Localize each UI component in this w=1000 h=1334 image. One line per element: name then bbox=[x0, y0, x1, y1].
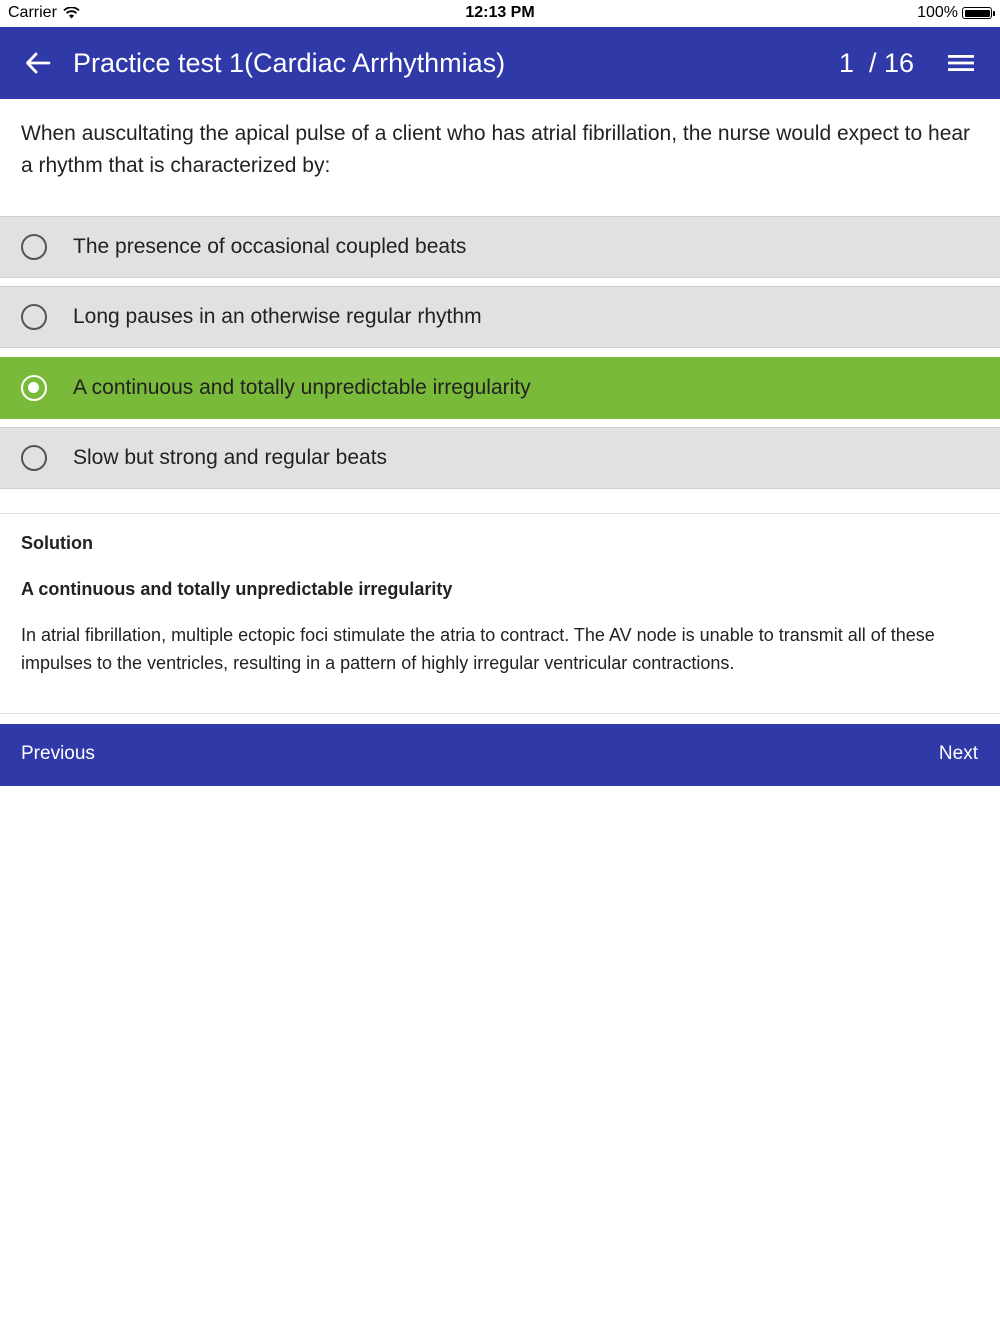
solution-answer: A continuous and totally unpredictable irregularity bbox=[21, 579, 453, 599]
radio-button-selected[interactable] bbox=[21, 375, 47, 401]
app-header bbox=[0, 27, 1000, 99]
arrow-left-icon bbox=[25, 52, 51, 74]
hamburger-menu-icon bbox=[948, 53, 974, 73]
battery-percentage: 100% bbox=[917, 4, 958, 21]
option-label: The presence of occasional coupled beats bbox=[73, 235, 467, 258]
answer-option[interactable] bbox=[0, 286, 1000, 348]
navigation-bar bbox=[0, 724, 1000, 786]
option-label: Slow but strong and regular beats bbox=[73, 446, 388, 469]
back-button[interactable] bbox=[20, 45, 56, 81]
carrier-label: Carrier bbox=[8, 4, 57, 21]
radio-button[interactable] bbox=[21, 234, 47, 260]
question-counter: 1 / 16 bbox=[838, 48, 914, 78]
question-text: When auscultating the apical pulse of a client who has atrial fibrillation, the nurse would expect to hear a rhythm that is characterized by: bbox=[21, 122, 971, 177]
answer-option-selected[interactable] bbox=[0, 357, 1000, 419]
option-label: Long pauses in an otherwise regular rhythm bbox=[73, 305, 482, 328]
divider bbox=[0, 513, 1000, 514]
answer-option[interactable] bbox=[0, 427, 1000, 489]
status-bar bbox=[0, 0, 1000, 27]
next-button[interactable]: Next bbox=[938, 743, 978, 764]
radio-button[interactable] bbox=[21, 445, 47, 471]
solution-heading: Solution bbox=[21, 533, 93, 553]
battery-info bbox=[917, 4, 992, 22]
answer-option[interactable] bbox=[0, 216, 1000, 278]
radio-dot-icon bbox=[28, 382, 39, 393]
page-title: Practice test 1(Cardiac Arrhythmias) bbox=[73, 48, 506, 78]
menu-button[interactable] bbox=[944, 45, 978, 81]
divider bbox=[0, 713, 1000, 714]
solution-explanation: In atrial fibrillation, multiple ectopic foci stimulate the atria to contract. The AV node is unable to transmit all of these impulses to the ventricles, resulting in a pattern of highly irregular ventricular contractions. bbox=[21, 625, 935, 673]
previous-button[interactable]: Previous bbox=[21, 743, 95, 764]
battery-icon bbox=[962, 7, 992, 19]
option-label: A continuous and totally unpredictable irregularity bbox=[73, 376, 531, 399]
radio-button[interactable] bbox=[21, 304, 47, 330]
clock: 12:13 PM bbox=[465, 4, 535, 21]
